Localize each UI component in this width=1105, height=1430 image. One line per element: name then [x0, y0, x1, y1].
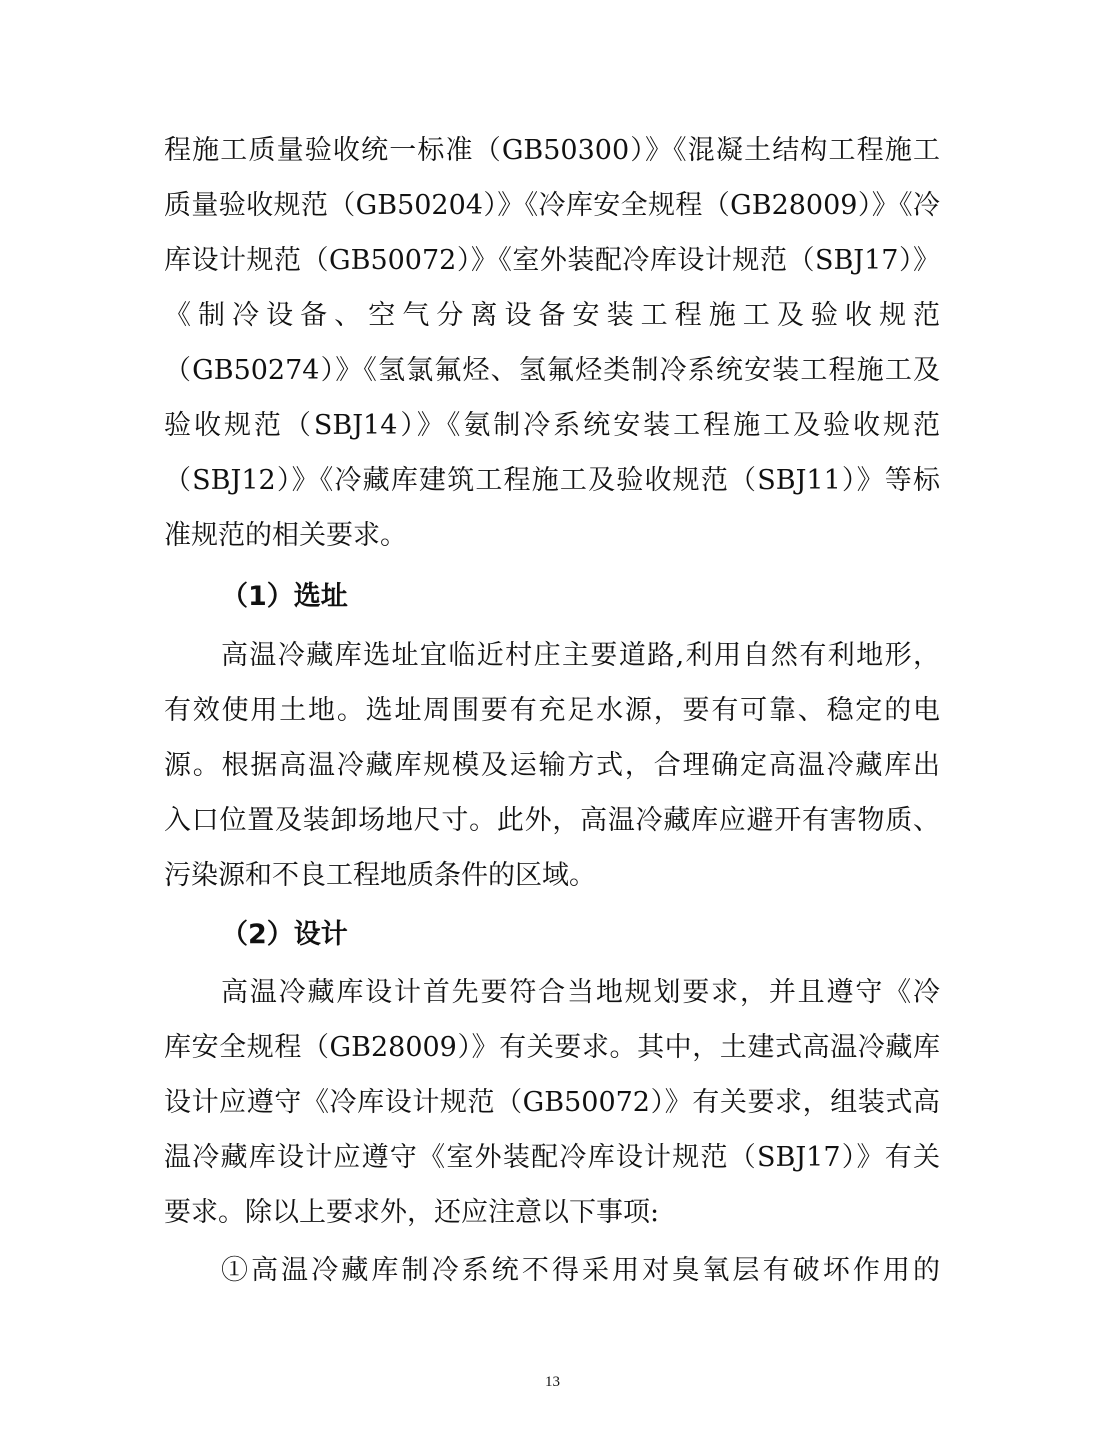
body-text-line: 源。根据高温冷藏库规模及运输方式，合理确定高温冷藏库出	[164, 750, 940, 781]
body-text-line: 温冷藏库设计应遵守《室外装配冷库设计规范（SBJ17）》有关	[164, 1142, 940, 1173]
body-text-line: 要求。除以上要求外，还应注意以下事项:	[164, 1197, 660, 1228]
body-text-line: 质量验收规范（GB50204）》《冷库安全规程（GB28009）》《冷	[164, 190, 940, 221]
body-text-line: 库安全规程（GB28009）》有关要求。其中，土建式高温冷藏库	[164, 1032, 940, 1063]
page-number: 13	[545, 1374, 560, 1390]
body-text-line: 准规范的相关要求。	[164, 520, 407, 551]
body-text-line: 高温冷藏库设计首先要符合当地规划要求，并且遵守《冷	[221, 977, 940, 1008]
body-text-line: 有效使用土地。选址周围要有充足水源，要有可靠、稳定的电	[164, 695, 940, 726]
body-text-line: 设计应遵守《冷库设计规范（GB50072）》有关要求，组装式高	[164, 1087, 940, 1118]
section-heading: （2）设计	[221, 919, 348, 950]
section-heading: （1）选址	[221, 581, 348, 612]
body-text-line: 库设计规范（GB50072）》《室外装配冷库设计规范（SBJ17）》	[164, 245, 940, 276]
body-text-line: 程施工质量验收统一标准（GB50300）》《混凝土结构工程施工	[164, 135, 940, 166]
body-text-line: 验收规范（SBJ14）》《氨制冷系统安装工程施工及验收规范	[164, 410, 940, 441]
body-text-line: 污染源和不良工程地质条件的区域。	[164, 860, 596, 891]
body-text-line: 高温冷藏库选址宜临近村庄主要道路,利用自然有利地形，	[221, 640, 940, 671]
body-text-line: 《制冷设备、空气分离设备安装工程施工及验收规范	[164, 300, 940, 331]
body-text-line: 入口位置及装卸场地尺寸。此外，高温冷藏库应避开有害物质、	[164, 805, 940, 836]
body-text-line: ①高温冷藏库制冷系统不得采用对臭氧层有破坏作用的	[221, 1255, 940, 1286]
body-text-line: （SBJ12）》《冷藏库建筑工程施工及验收规范（SBJ11）》等标	[164, 465, 940, 496]
body-text-line: （GB50274）》《氢氯氟烃、氢氟烃类制冷系统安装工程施工及	[164, 355, 940, 386]
